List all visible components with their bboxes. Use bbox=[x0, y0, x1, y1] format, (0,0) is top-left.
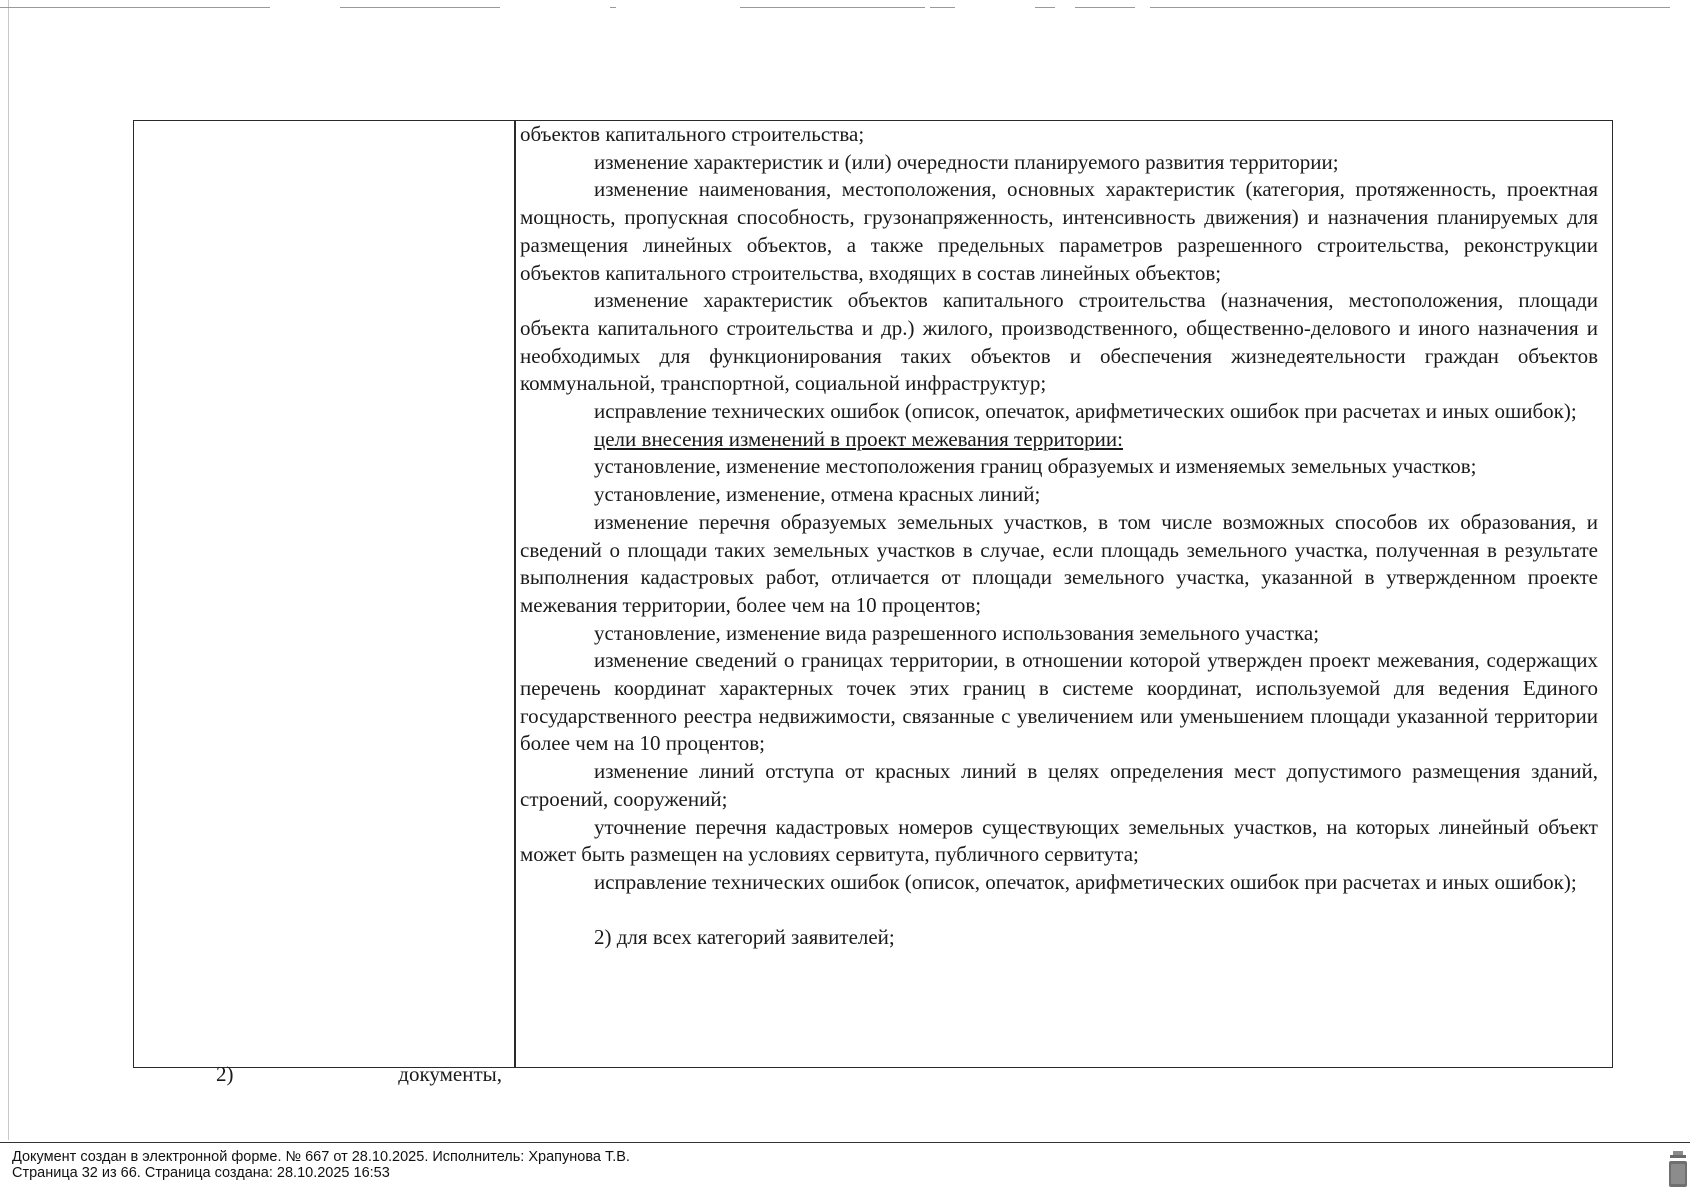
table-right-cell bbox=[520, 121, 1598, 1067]
item-word: документы, bbox=[398, 1062, 502, 1086]
footer-line-document: Документ создан в электронной форме. № 667 от 28.10.2025. Исполнитель: Храпунова Т.В. bbox=[12, 1149, 630, 1165]
paragraph: изменение сведений о границах территории, в отношении которой утвержден проект межевания, содержащих перечень координат характерных точек этих границ в системе координат, используемой для ведения Единого государственного реестра недвижимости, связанные с увеличением или уменьшением площади указанной территории более чем на 10 процентов; bbox=[520, 648, 1598, 756]
table-left-cell bbox=[134, 121, 514, 1086]
paragraph: 2) для всех категорий заявителей; bbox=[594, 924, 895, 949]
document-stamp-icon bbox=[1668, 1151, 1688, 1187]
paragraph: изменение перечня образуемых земельных участков, в том числе возможных способов их образования, и сведений о площади таких земельных участков в случае, если площадь земельного участка, полученная в результате выполнения кадастровых работ, отличается от площади земельного участка, указанной в утвержденном проекте межевания территории, более чем на 10 процентов; bbox=[520, 509, 1598, 617]
paragraph: уточнение перечня кадастровых номеров существующих земельных участков, на которых линейный объект может быть размещен на условиях сервитута, публичного сервитута; bbox=[520, 814, 1598, 867]
section-heading bbox=[520, 426, 1598, 454]
paragraph: изменение линий отступа от красных линий в целях определения мест допустимого размещения зданий, строений, сооружений; bbox=[520, 759, 1598, 811]
document-footer bbox=[0, 1142, 1690, 1181]
scan-edge-line bbox=[8, 0, 9, 1140]
paragraph: исправление технических ошибок (описок, опечаток, арифметических ошибок при расчетах и иных ошибок); bbox=[594, 869, 1577, 894]
paragraph: установление, изменение, отмена красных линий; bbox=[594, 482, 1041, 507]
paragraph: установление, изменение вида разрешенного использования земельного участка; bbox=[594, 620, 1320, 645]
column-divider bbox=[514, 121, 516, 1067]
paragraph: объектов капитального строительства; bbox=[520, 122, 865, 146]
section-heading-text: цели внесения изменений в проект межевания территории: bbox=[594, 426, 1123, 451]
paragraph: исправление технических ошибок (описок, опечаток, арифметических ошибок при расчетах и иных ошибок); bbox=[594, 399, 1577, 424]
item-number: 2) bbox=[216, 1062, 234, 1086]
paragraph: установление, изменение местоположения границ образуемых и изменяемых земельных участков; bbox=[594, 454, 1477, 479]
paragraph: изменение характеристик объектов капитального строительства (назначения, местоположения, площади объекта капитального строительства и др.) жилого, производственного, общественно-делового и иного назначения и необходимых для функционирования таких объектов и обеспечения жизнедеятельности граждан объектов коммунальной, транспортной, социальной инфраструктур; bbox=[520, 288, 1598, 396]
paragraph: изменение характеристик и (или) очередности планируемого развития территории; bbox=[594, 149, 1339, 174]
paragraph: изменение наименования, местоположения, основных характеристик (категория, протяженность, проектная мощность, пропускная способность, грузонапряженность, интенсивность движения) и назначения планируемых для размещения линейных объектов, а также предельных параметров разрешенного строительства, реконструкции объектов капитального строительства, входящих в состав линейных объектов; bbox=[520, 177, 1598, 285]
scan-artifact-lines bbox=[0, 7, 1698, 9]
document-table bbox=[133, 120, 1613, 1086]
footer-text bbox=[0, 1143, 1690, 1181]
footer-line-page: Страница 32 из 66. Страница создана: 28.10.2025 16:53 bbox=[12, 1165, 390, 1181]
